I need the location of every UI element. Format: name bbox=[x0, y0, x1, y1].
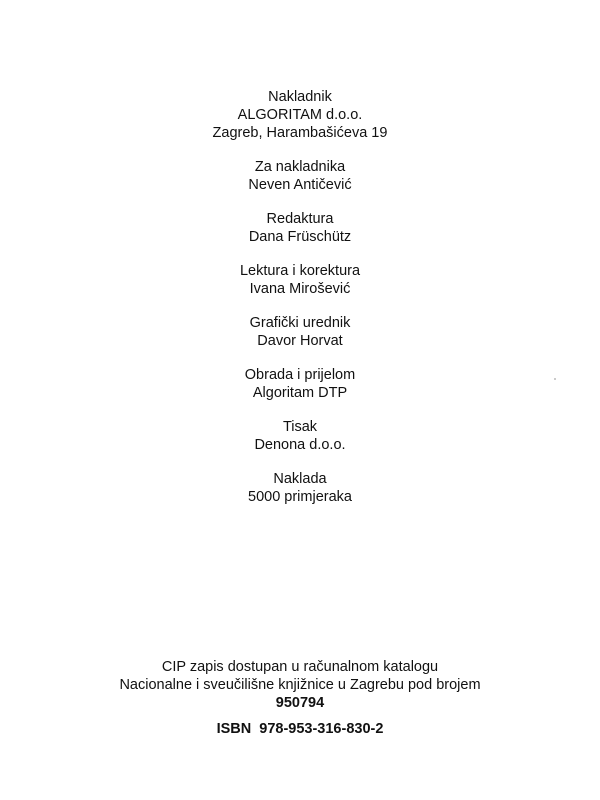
credit-value: Ivana Mirošević bbox=[249, 281, 351, 297]
cip-line-1: CIP zapis dostupan u računalnom katalogu bbox=[161, 659, 439, 675]
credits-section bbox=[0, 88, 600, 522]
credit-printing bbox=[0, 418, 600, 454]
scan-speck bbox=[554, 378, 556, 380]
credit-value: Neven Antičević bbox=[248, 177, 352, 193]
credit-value: Zagreb, Harambašićeva 19 bbox=[212, 125, 388, 141]
credit-value: Dana Früschütz bbox=[248, 229, 352, 245]
credit-layout bbox=[0, 366, 600, 402]
credit-role: Za nakladnika bbox=[254, 159, 346, 175]
credit-role: Redaktura bbox=[266, 211, 334, 227]
isbn: ISBN 978-953-316-830-2 bbox=[216, 721, 384, 737]
credit-role: Naklada bbox=[273, 471, 327, 487]
credit-value: 5000 primjeraka bbox=[248, 489, 352, 505]
credit-graphic-editor bbox=[0, 314, 600, 350]
credit-for-publisher bbox=[0, 158, 600, 194]
credit-proofreading bbox=[0, 262, 600, 298]
cip-line-2: Nacionalne i sveučilišne knjižnice u Zagrebu pod brojem bbox=[119, 677, 481, 693]
credit-value: ALGORITAM d.o.o. bbox=[237, 107, 363, 123]
credit-role: Obrada i prijelom bbox=[244, 367, 356, 383]
credit-role: Lektura i korektura bbox=[239, 263, 361, 279]
credit-role: Tisak bbox=[282, 419, 318, 435]
credit-value: Davor Horvat bbox=[257, 333, 343, 349]
cip-section bbox=[0, 658, 600, 738]
cip-number: 950794 bbox=[275, 695, 325, 711]
credit-value: Algoritam DTP bbox=[252, 385, 348, 401]
credit-role: Nakladnik bbox=[268, 89, 332, 105]
credit-value: Denona d.o.o. bbox=[254, 437, 346, 453]
credit-editing bbox=[0, 210, 600, 246]
credit-print-run bbox=[0, 470, 600, 506]
credit-role: Grafički urednik bbox=[249, 315, 351, 331]
credit-publisher bbox=[0, 88, 600, 142]
